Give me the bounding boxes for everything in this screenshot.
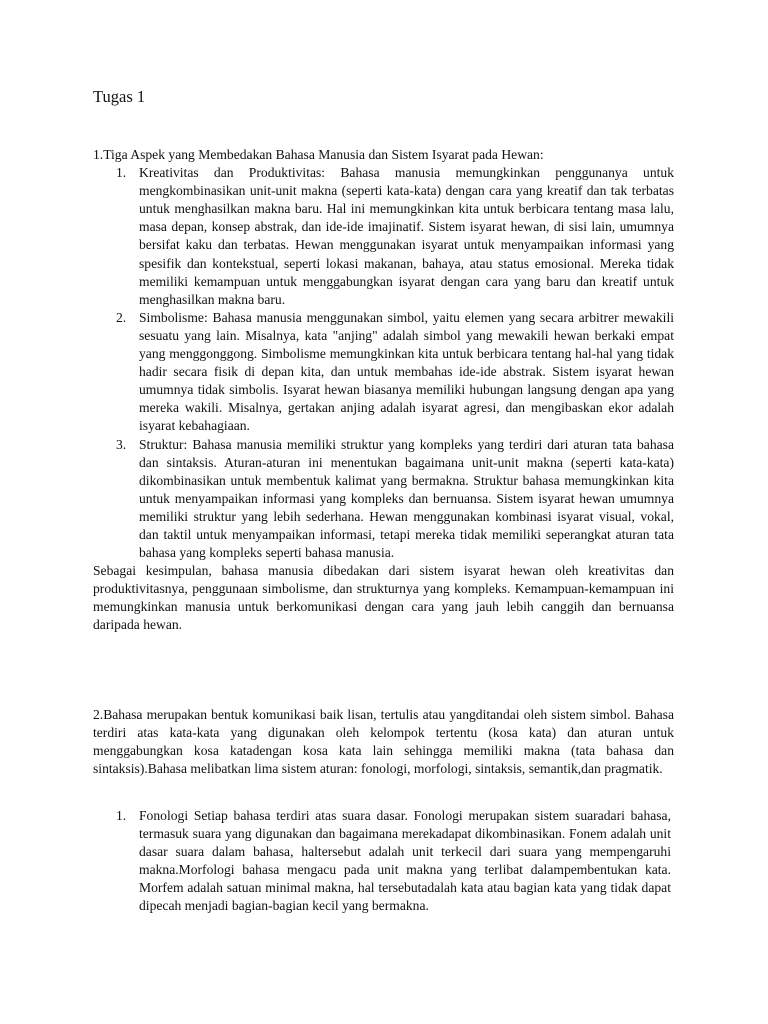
section-1-heading: 1.Tiga Aspek yang Membedakan Bahasa Manusia dan Sistem Isyarat pada Hewan: xyxy=(93,147,544,162)
list-item-text: Kreativitas dan Produktivitas: Bahasa manusia memungkinkan penggunanya untuk mengkombinasikan unit-unit makna (seperti kata-kata) dengan cara yang kreatif dan tak terbatas untuk menghasilkan makna baru. Hal ini memungkinkan kita untuk berbicara tentang masa lalu, masa depan, konsep abstrak, dan ide-ide imajinatif. Sistem isyarat hewan, di sisi lain, umumnya bersifat kaku dan terbatas. Hewan menggunakan isyarat untuk menyampaikan informasi yang spesifik dan kontekstual, seperti lokasi makanan, bahaya, atau status emosional. Mereka tidak memiliki kemampuan untuk menggabungkan isyarat dengan cara yang baru dan kreatif untuk menghasilkan makna baru. xyxy=(139,165,674,307)
list-item-number: 1. xyxy=(116,808,127,823)
section-1-list xyxy=(93,164,674,562)
document-title: Tugas 1 xyxy=(93,87,146,106)
list-item-text: Struktur: Bahasa manusia memiliki struktur yang kompleks yang terdiri dari aturan tata bahasa dan sintaksis. Aturan-aturan ini menentukan bagaimana unit-unit makna (seperti kata-kata) dikombinasikan untuk membentuk kalimat yang bermakna. Struktur bahasa memungkinkan kita untuk menyampaikan informasi yang kompleks dan bernuansa. Sistem isyarat hewan umumnya memiliki struktur yang lebih sederhana. Hewan menggunakan kombinasi isyarat visual, vokal, dan taktil untuk menyampaikan informasi, tetapi mereka tidak memiliki seperangkat aturan tata bahasa yang kompleks seperti bahasa manusia. xyxy=(139,436,674,561)
list-item xyxy=(93,164,674,309)
section-2-list-wrapper xyxy=(93,807,671,916)
list-item xyxy=(93,807,671,916)
section-2 xyxy=(93,706,674,778)
list-item xyxy=(93,436,674,563)
section-2-paragraph: 2.Bahasa merupakan bentuk komunikasi baik lisan, tertulis atau yangditandai oleh sistem simbol. Bahasa terdiri atas kata-kata yang digunakan oleh kelompok tertentu (kosa kata) dan aturan untuk menggabungkan kosa katadengan kosa kata lain sehingga memiliki makna (tata bahasa dan sintaksis).Bahasa melibatkan lima sistem aturan: fonologi, morfologi, sintaksis, semantik,dan pragmatik. xyxy=(93,707,674,777)
list-item-number: 1. xyxy=(116,165,127,181)
list-item-number: 3. xyxy=(116,436,127,452)
list-item-text: Simbolisme: Bahasa manusia menggunakan simbol, yaitu elemen yang secara arbitrer mewakili sesuatu yang lain. Misalnya, kata "anjing" adalah simbol yang mewakili hewan berkaki empat yang menggonggong. Simbolisme memungkinkan kita untuk berbicara tentang hal-hal yang tidak hadir secara fisik di depan kita, dan untuk membahas ide-ide abstrak. Sistem isyarat hewan umumnya tidak simbolis. Isyarat hewan biasanya memiliki hubungan langsung dengan apa yang mereka wakili. Misalnya, gertakan anjing adalah isyarat agresi, dan mengibaskan ekor adalah isyarat kebahagiaan. xyxy=(139,309,674,434)
list-item xyxy=(93,309,674,436)
list-item-text: Fonologi Setiap bahasa terdiri atas suara dasar. Fonologi merupakan sistem suaradari bahasa, termasuk suara yang digunakan dan bagaimana merekadapat dikombinasikan. Fonem adalah unit dasar suara dalam bahasa, haltersebut adalah unit terkecil dari suara yang mempengaruhi makna.Morfologi bahasa mengacu pada unit makna yang terlibat dalampembentukan kata. Morfem adalah satuan minimal makna, hal tersebutadalah kata atau bagian kata yang tidak dapat dipecah menjadi bagian-bagian kecil yang bermakna. xyxy=(139,808,671,914)
section-1 xyxy=(93,146,674,635)
section-2-list xyxy=(93,807,671,916)
section-1-conclusion: Sebagai kesimpulan, bahasa manusia dibedakan dari sistem isyarat hewan oleh kreativitas dan produktivitasnya, penggunaan simbolisme, dan strukturnya yang kompleks. Kemampuan-kemampuan ini memungkinkan manusia untuk berkomunikasi dengan cara yang jauh lebih canggih dan bernuansa daripada hewan. xyxy=(93,563,674,633)
list-item-number: 2. xyxy=(116,309,127,325)
